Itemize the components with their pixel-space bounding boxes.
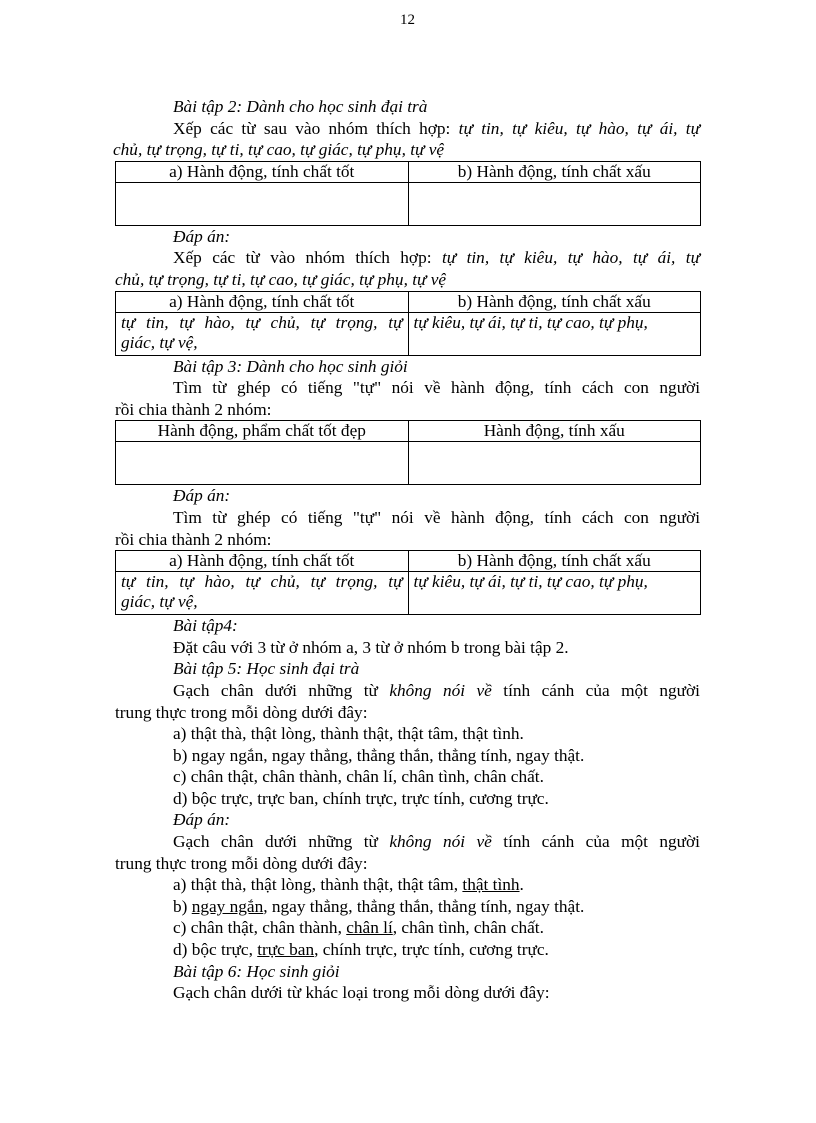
ex6-title: Bài tập 6: Học sinh giỏi <box>173 961 340 981</box>
ex2-ans-instr-lead: Xếp các từ vào nhóm thích hợp: <box>173 248 432 268</box>
ex2-cell-b <box>408 182 701 225</box>
ex5-ans-a-post: . <box>519 875 524 895</box>
ex3-ans-col-a: a) Hành động, tính chất tốt <box>116 551 409 572</box>
ex2-ans-col-b: b) Hành động, tính chất xấu <box>408 291 701 312</box>
ex3-ans-instr-1: Tìm từ ghép có tiếng "tự" nói về hành động, tính cách con người <box>173 507 700 527</box>
ex2-ans-a-line2: giác, tự vệ, <box>121 332 198 352</box>
ex5-line-a: a) thật thà, thật lòng, thành thật, thật tâm, thật tình. <box>173 724 524 744</box>
ex2-col-a: a) Hành động, tính chất tốt <box>116 161 409 182</box>
ex3-ans-cell-a <box>116 572 409 615</box>
ex3-table <box>115 420 701 485</box>
ex5-ans-line-c <box>115 917 700 939</box>
ex5-line-b: b) ngay ngắn, ngay thẳng, thẳng thắn, thẳng tính, ngay thật. <box>173 745 585 765</box>
ex2-answer-label: Đáp án: <box>173 226 231 246</box>
ex2-ans-words-2: chủ, tự trọng, tự ti, tự cao, tự giác, tự phụ, tự vệ <box>115 269 447 289</box>
ex4-title: Bài tập4: <box>173 616 238 636</box>
ex2-title: Bài tập 2: Dành cho học sinh đại trà <box>173 97 428 116</box>
ex5-ans-d-pre: d) bộc trực, <box>173 940 253 960</box>
ex3-ans-a-line2: giác, tự vệ, <box>121 592 198 612</box>
ex2-instr-lead: Xếp các từ sau vào nhóm thích hợp: <box>173 118 451 138</box>
ex5-instr-2: trung thực trong mỗi dòng dưới đây: <box>115 702 368 722</box>
ex3-answer-table <box>115 550 701 615</box>
ex2-ans-a-line1: tự tin, tự hào, tự chủ, tự trọng, tự <box>121 312 403 332</box>
ex6-instr: Gạch chân dưới từ khác loại trong mỗi dòng dưới đây: <box>173 983 550 1003</box>
ex5-ans-b-underlined: ngay ngắn <box>191 896 264 916</box>
ex5-line-d: d) bộc trực, trực ban, chính trực, trực tính, cương trực. <box>173 788 549 808</box>
document-body <box>115 96 700 1004</box>
ex2-ans-words-1: tự tin, tự kiêu, tự hào, tự ái, tự <box>441 248 701 268</box>
ex3-ans-col-b: b) Hành động, tính chất xấu <box>408 551 701 572</box>
ex3-ans-instr-2: rồi chia thành 2 nhóm: <box>115 529 272 549</box>
ex2-instruction <box>115 118 700 140</box>
ex5-ans-line-a <box>115 874 700 896</box>
ex3-cell-a <box>116 442 409 485</box>
ex2-words-2: chủ, tự trọng, tự ti, tự cao, tự giác, tự phụ, tự vệ <box>113 140 445 160</box>
ex3-col-a: Hành động, phẩm chất tốt đẹp <box>116 421 409 442</box>
ex3-instr-1: Tìm từ ghép có tiếng "tự" nói về hành động, tính cách con người <box>173 378 700 398</box>
ex3-col-b: Hành động, tính xấu <box>408 421 701 442</box>
ex5-instr-em: không nói về <box>389 680 492 700</box>
ex5-ans-c-post: , chân tình, chân chất. <box>392 918 544 938</box>
ex5-ans-b-pre: b) <box>173 896 188 916</box>
ex3-ans-cell-b: tự kiêu, tự ái, tự ti, tự cao, tự phụ, <box>408 572 701 615</box>
ex4-instr: Đặt câu với 3 từ ở nhóm a, 3 từ ở nhóm b trong bài tập 2. <box>173 637 569 657</box>
ex3-title: Bài tập 3: Dành cho học sinh giỏi <box>173 356 408 376</box>
ex5-ans-instr-b: tính cánh của một người <box>503 832 700 852</box>
ex5-ans-instr-a: Gạch chân dưới những từ <box>173 832 378 852</box>
ex5-ans-c-underlined: chân lí <box>346 918 393 938</box>
ex2-answer-table <box>115 291 701 356</box>
ex5-ans-instr-em: không nói về <box>389 832 492 852</box>
ex3-ans-a-line1: tự tin, tự hào, tự chủ, tự trọng, tự <box>121 572 403 592</box>
ex5-instr <box>115 680 700 702</box>
ex5-ans-line-b <box>115 896 700 918</box>
ex3-cell-b <box>408 442 701 485</box>
ex5-ans-instr <box>115 831 700 853</box>
ex2-cell-a <box>116 182 409 225</box>
ex2-words-1: tự tin, tự kiêu, tự hào, tự ái, tự <box>458 118 700 138</box>
ex5-title: Bài tập 5: Học sinh đại trà <box>173 659 360 679</box>
ex3-instr-2: rồi chia thành 2 nhóm: <box>115 399 272 419</box>
ex2-ans-cell-a <box>116 312 409 355</box>
ex5-answer-label: Đáp án: <box>173 810 231 830</box>
ex2-answer-instruction <box>115 247 700 269</box>
ex2-ans-cell-b: tự kiêu, tự ái, tự ti, tự cao, tự phụ, <box>408 312 701 355</box>
ex5-ans-c-pre: c) chân thật, chân thành, <box>173 918 342 938</box>
ex5-ans-d-underlined: trực ban <box>257 940 315 960</box>
ex5-ans-instr-2: trung thực trong mỗi dòng dưới đây: <box>115 853 368 873</box>
ex2-table <box>115 161 701 226</box>
ex5-ans-a-underlined: thật tình <box>462 875 520 895</box>
ex5-ans-line-d <box>115 939 700 961</box>
ex5-ans-d-post: , chính trực, trực tính, cương trực. <box>314 940 549 960</box>
ex2-ans-col-a: a) Hành động, tính chất tốt <box>116 291 409 312</box>
ex5-line-c: c) chân thật, chân thành, chân lí, chân tình, chân chất. <box>173 767 544 787</box>
ex5-ans-a-pre: a) thật thà, thật lòng, thành thật, thật tâm, <box>173 875 459 895</box>
page-number: 12 <box>400 12 415 28</box>
ex3-answer-label: Đáp án: <box>173 486 231 506</box>
ex5-ans-b-post: , ngay thẳng, thẳng thắn, thẳng tính, ngay thật. <box>263 896 585 916</box>
ex5-instr-a: Gạch chân dưới những từ <box>173 680 378 700</box>
ex5-instr-b: tính cánh của một người <box>503 680 700 700</box>
ex2-col-b: b) Hành động, tính chất xấu <box>408 161 701 182</box>
